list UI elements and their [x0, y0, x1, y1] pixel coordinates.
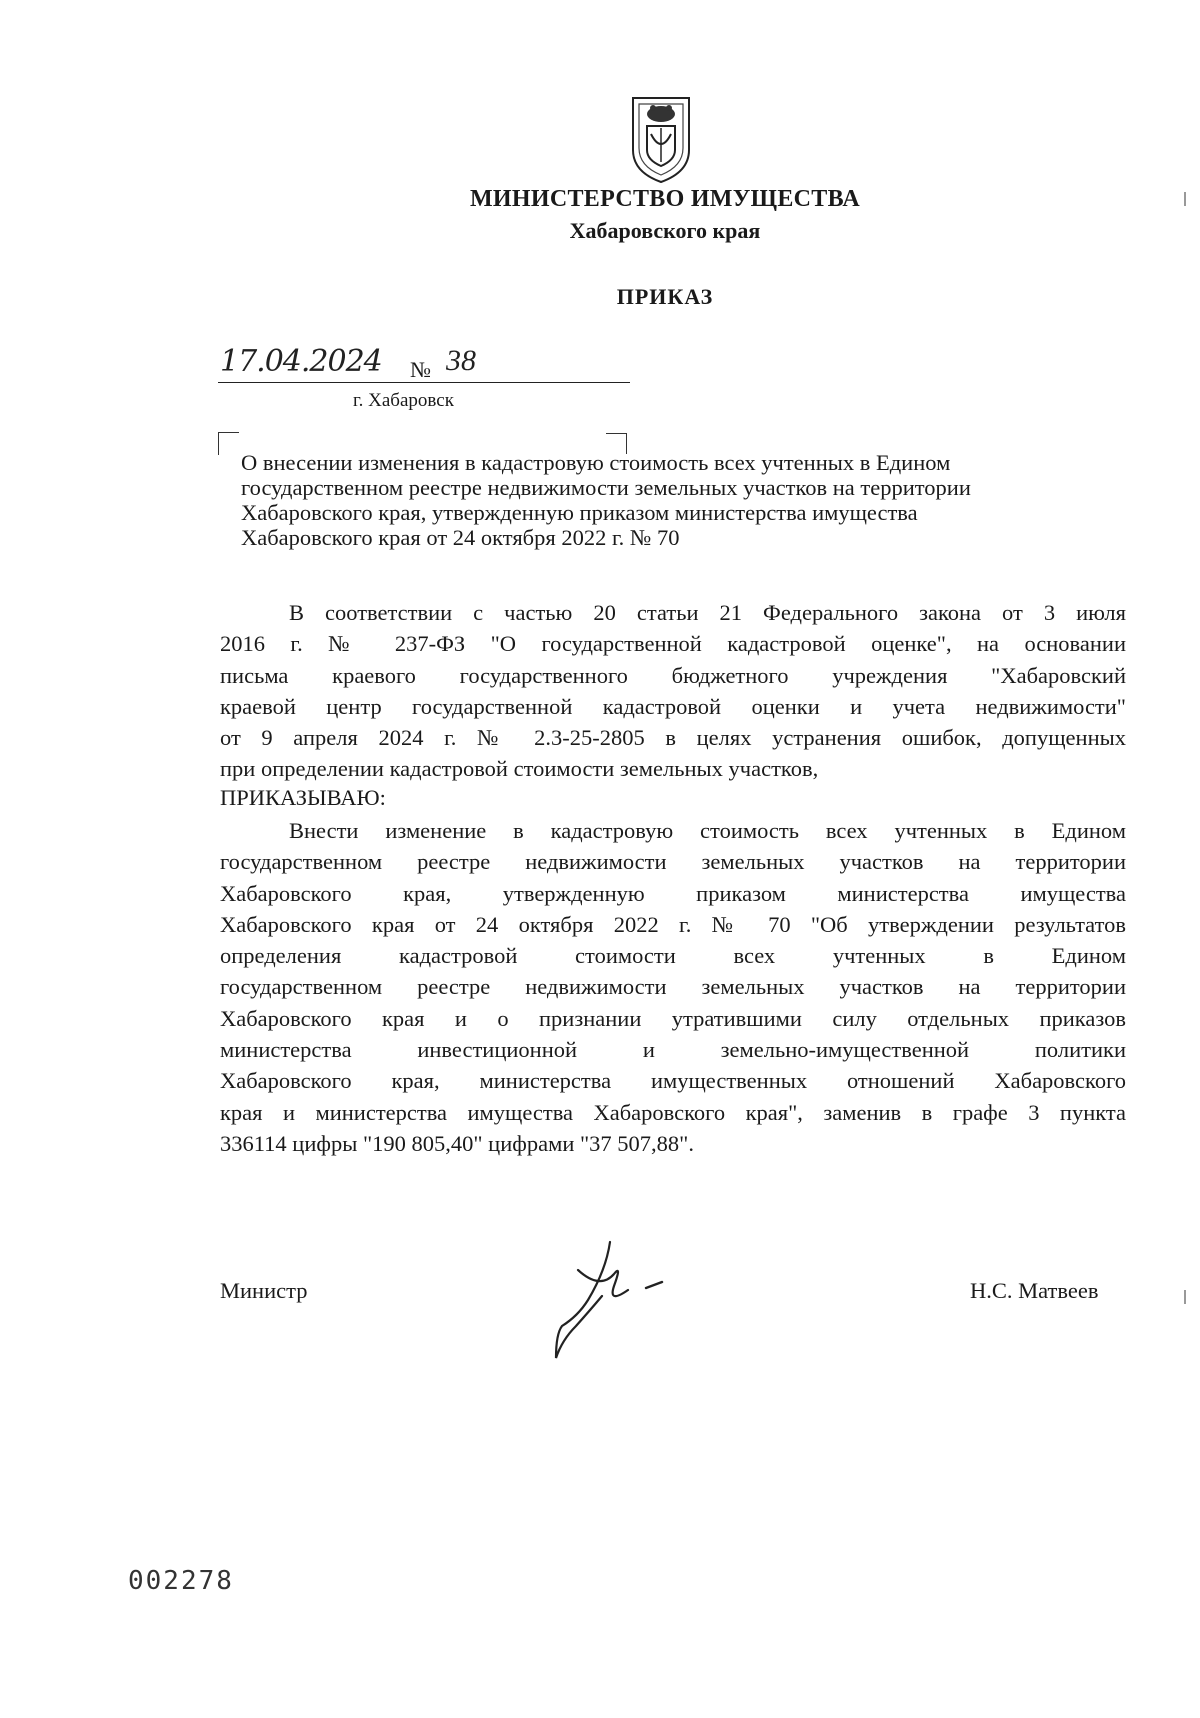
- body-line: Хабаровского края, министерства имущественных отношений Хабаровского: [220, 1068, 1126, 1094]
- region-title: Хабаровского края: [569, 218, 761, 243]
- coat-of-arms-icon: [629, 92, 693, 184]
- body-line: государственном реестре недвижимости земельных участков на территории: [220, 974, 1126, 1000]
- body-line: Внести изменение в кадастровую стоимость всех учтенных в Едином: [289, 818, 1126, 843]
- number-sign: №: [410, 357, 431, 382]
- body-line: письма краевого государственного бюджетного учреждения "Хабаровский: [220, 662, 1126, 688]
- subject-line: Хабаровского края от 24 октября 2022 г. № 70: [241, 525, 680, 550]
- handwritten-date: 17.04.2024: [220, 344, 382, 379]
- body-line: 336114 цифры "190 805,40" цифрами "37 507,88".: [220, 1130, 694, 1156]
- city: г. Хабаровск: [353, 390, 454, 411]
- body-line: при определении кадастровой стоимости земельных участков,: [220, 756, 819, 782]
- body-line: края и министерства имущества Хабаровского края", заменив в графе 3 пункта: [220, 1099, 1126, 1125]
- order-word: ПРИКАЗЫВАЮ:: [220, 785, 386, 810]
- ministry-title: МИНИСТЕРСТВО ИМУЩЕСТВА: [469, 186, 861, 212]
- document-type: ПРИКАЗ: [616, 284, 714, 309]
- scan-mark: [1184, 1290, 1186, 1304]
- scan-mark: [1184, 192, 1186, 206]
- order-paragraph: [220, 815, 1126, 1159]
- body-line: Хабаровского края от 24 октября 2022 г. № 70 "Об утверждении результатов: [220, 911, 1126, 937]
- subject-heading: [241, 450, 1125, 550]
- body-line: 2016 г. № 237-ФЗ "О государственной кадастровой оценке", на основании: [220, 631, 1126, 657]
- registration-number: 002278: [128, 1566, 234, 1596]
- signature-image: [548, 1230, 688, 1370]
- subject-bracket-left: [218, 432, 239, 455]
- body-line: В соответствии с частью 20 статьи 21 Федерального закона от 3 июля: [289, 600, 1126, 625]
- preamble-paragraph: [220, 597, 1126, 785]
- body-line: от 9 апреля 2024 г. № 2.3-25-2805 в целях устранения ошибок, допущенных: [220, 725, 1126, 751]
- body-line: краевой центр государственной кадастровой оценки и учета недвижимости": [220, 693, 1126, 719]
- subject-line: О внесении изменения в кадастровую стоимость всех учтенных в Едином: [241, 450, 951, 475]
- signatory-role: Министр: [220, 1278, 308, 1303]
- body-line: министерства инвестиционной и земельно-имущественной политики: [220, 1037, 1126, 1063]
- body-line: Хабаровского края и о признании утратившими силу отдельных приказов: [220, 1005, 1126, 1031]
- signatory-name: Н.С. Матвеев: [970, 1278, 1099, 1303]
- handwritten-number: 38: [446, 344, 476, 377]
- subject-line: Хабаровского края, утвержденную приказом министерства имущества: [241, 500, 918, 525]
- subject-line: государственном реестре недвижимости земельных участков на территории: [241, 475, 971, 500]
- body-line: определения кадастровой стоимости всех учтенных в Едином: [220, 943, 1126, 969]
- body-line: государственном реестре недвижимости земельных участков на территории: [220, 849, 1126, 875]
- body-line: Хабаровского края, утвержденную приказом министерства имущества: [220, 880, 1126, 906]
